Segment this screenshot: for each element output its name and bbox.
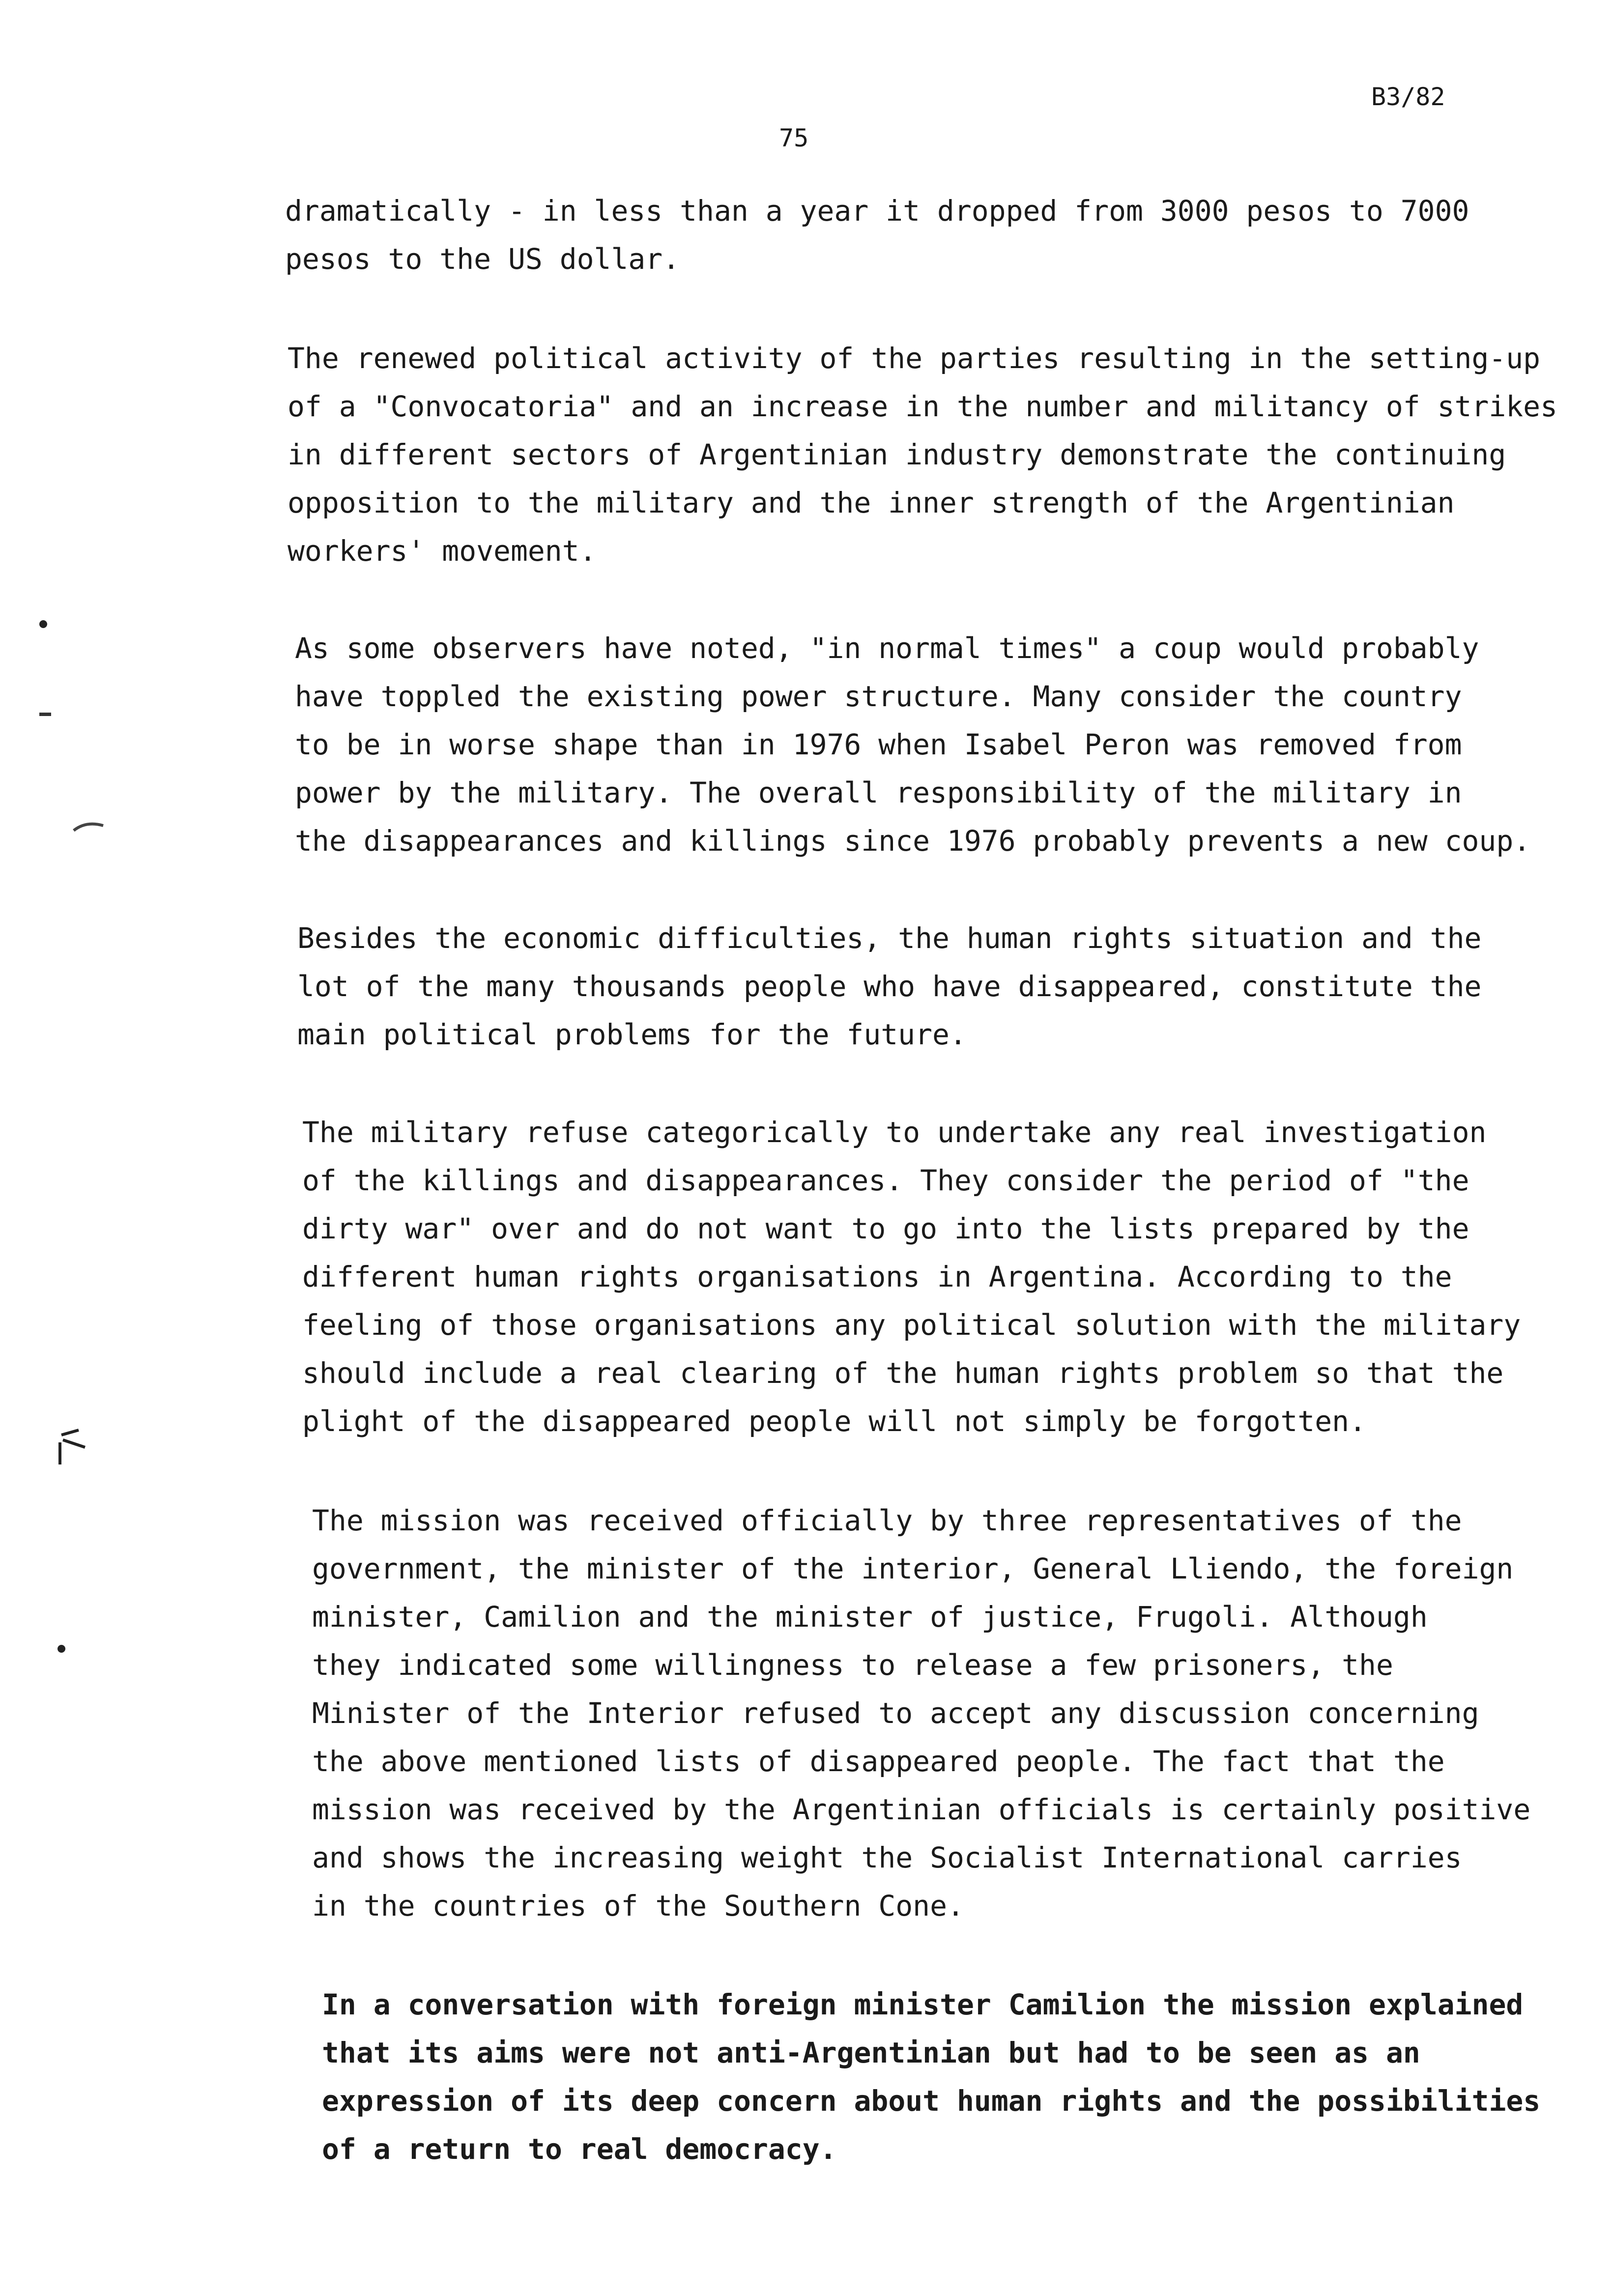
text-line: different human rights organisations in Argentina. According to the [302,1260,1452,1293]
text-line: expression of its deep concern about human rights and the possibilities [322,2084,1541,2118]
text-line: Besides the economic difficulties, the human rights situation and the [297,921,1482,955]
text-line: As some observers have noted, "in normal times" a coup would probably [295,631,1479,665]
text-line: of the killings and disappearances. They consider the period of "the [302,1164,1469,1197]
text-line: dramatically - in less than a year it dropped from 3000 pesos to 7000 [285,194,1469,228]
text-line: and shows the increasing weight the Socialist International carries [312,1841,1462,1874]
text-line: workers' movement. [288,534,597,568]
text-line: feeling of those organisations any political solution with the military [302,1308,1521,1342]
text-line: power by the military. The overall responsibility of the military in [295,776,1462,809]
text-line: lot of the many thousands people who have disappeared, constitute the [297,970,1482,1003]
paragraph-conversation [322,1980,1551,2173]
paragraph-political-activity [288,334,1558,575]
page-number: 75 [779,124,809,152]
text-line: The military refuse categorically to undertake any real investigation [302,1116,1487,1149]
text-line: to be in worse shape than in 1976 when Isabel Peron was removed from [295,728,1462,761]
margin-scribble [74,824,103,831]
text-line: Minister of the Interior refused to accept any discussion concerning [312,1696,1479,1730]
text-line: In a conversation with foreign minister Camilion the mission explained [322,1988,1524,2021]
text-line: of a "Convocatoria" and an increase in the number and militancy of strikes [288,390,1558,423]
text-line: opposition to the military and the inner strength of the Argentinian [288,486,1455,519]
margin-dot [58,1645,65,1653]
document-reference: B3/82 [1371,83,1445,111]
text-line: minister, Camilion and the minister of justice, Frugoli. Although [312,1600,1428,1634]
text-line: the above mentioned lists of disappeared people. The fact that the [312,1745,1445,1778]
text-line: in different sectors of Argentinian industry demonstrate the continuing [288,438,1506,471]
margin-bracket [60,1430,85,1464]
text-line: The renewed political activity of the parties resulting in the setting-up [288,342,1541,375]
text-line: government, the minister of the interior, General Lliendo, the foreign [312,1552,1514,1585]
text-line: The mission was received officially by three representatives of the [312,1504,1462,1537]
text-line: should include a real clearing of the human rights problem so that the [302,1356,1504,1390]
text-line: of a return to real democracy. [322,2132,837,2166]
paragraph-observers [295,624,1531,865]
text-line: have toppled the existing power structure. Many consider the country [295,680,1462,713]
text-line: plight of the disappeared people will not simply be forgotten. [302,1405,1366,1438]
text-line: mission was received by the Argentinian officials is certainly positive [312,1793,1531,1826]
paragraph-economic-difficulties [297,914,1526,1059]
paragraph-mission-received [312,1496,1541,1930]
text-line: dirty war" over and do not want to go into the lists prepared by the [302,1212,1469,1245]
text-line: pesos to the US dollar. [285,242,680,276]
margin-dot [39,620,47,628]
text-line: main political problems for the future. [297,1018,967,1051]
paragraph-military-refuse [302,1108,1531,1445]
text-line: in the countries of the Southern Cone. [312,1889,964,1923]
margin-dash [39,713,51,716]
text-line: they indicated some willingness to release a few prisoners, the [312,1648,1393,1682]
text-line: that its aims were not anti-Argentinian but had to be seen as an [322,2036,1420,2069]
paragraph-peso-decline [285,187,1514,283]
text-line: the disappearances and killings since 1976 probably prevents a new coup. [295,824,1531,858]
